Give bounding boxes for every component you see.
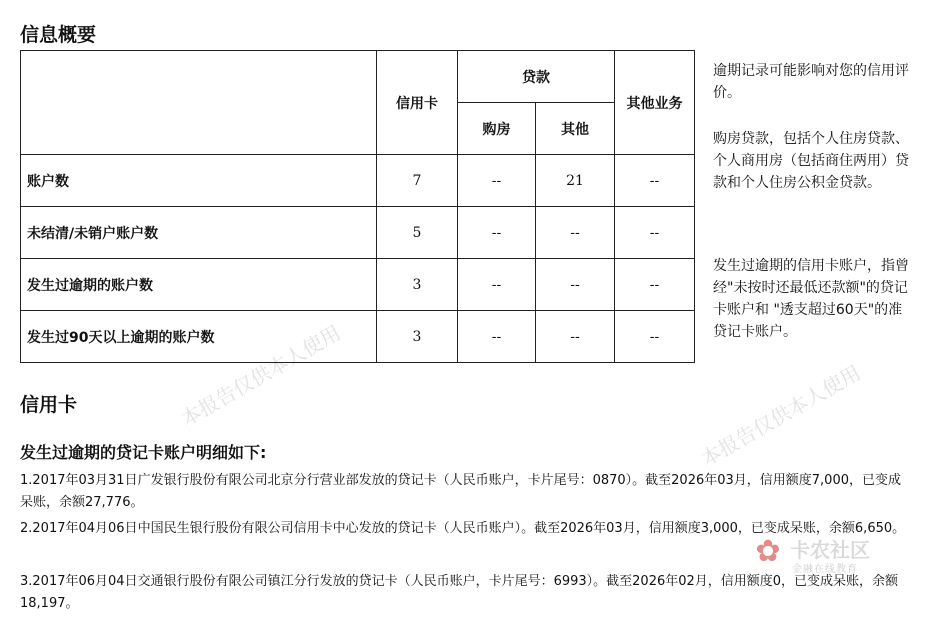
header-loan: 贷款 <box>458 51 615 103</box>
logo-title: 卡农社区 <box>790 538 870 562</box>
cell-business: -- <box>615 207 695 259</box>
table-corner-cell <box>21 51 377 155</box>
cell-credit: 7 <box>377 155 458 207</box>
cell-credit: 3 <box>377 259 458 311</box>
cell-mortgage: -- <box>458 311 536 363</box>
header-credit-card: 信用卡 <box>377 51 458 155</box>
side-note: 发生过逾期的信用卡账户，指曾经"未按时还最低还款额"的贷记卡账户和 "透支超过60天"的准贷记卡账户。 <box>713 258 909 340</box>
watermark-text: 本报告仅供本人使用 <box>176 320 345 432</box>
side-note: 逾期记录可能影响对您的信用评价。 <box>713 63 909 101</box>
cell-credit: 5 <box>377 207 458 259</box>
summary-table <box>20 50 695 363</box>
side-note: 购房贷款，包括个人住房贷款、个人商用房（包括商住两用）贷款和个人住房公积金贷款。 <box>713 131 909 191</box>
cell-other: -- <box>536 207 615 259</box>
cell-mortgage: -- <box>458 259 536 311</box>
cell-credit: 3 <box>377 311 458 363</box>
header-other-business: 其他业务 <box>615 51 695 155</box>
header-other: 其他 <box>536 103 615 155</box>
overdue-item: 3.2017年06月04日交通银行股份有限公司镇江分行发放的贷记卡（人民币账户，卡片尾号：6993）。截至2026年02月，信用额度0，已变成呆账，余额18,197。 <box>20 574 899 611</box>
kanong-logo <box>750 534 890 576</box>
overdue-subtitle: 发生过逾期的贷记卡账户明细如下: <box>20 443 267 462</box>
cell-business: -- <box>615 311 695 363</box>
table-row <box>21 207 695 259</box>
row-label: 发生过90天以上逾期的账户数 <box>21 311 377 363</box>
table-row <box>21 155 695 207</box>
overdue-item: 2.2017年04月06日中国民生银行股份有限公司信用卡中心发放的贷记卡（人民币账户）。截至2026年03月，信用额度3,000，已变成呆账，余额6,650。 <box>20 521 906 536</box>
watermark-text: 本报告仅供本人使用 <box>696 360 865 472</box>
header-mortgage: 购房 <box>458 103 536 155</box>
overdue-item: 1.2017年03月31日广发银行股份有限公司北京分行营业部发放的贷记卡（人民币账户，卡片尾号：0870）。截至2026年03月，信用额度7,000，已变成呆账，余额27,776。 <box>20 473 901 510</box>
row-label: 发生过逾期的账户数 <box>21 259 377 311</box>
section-title-summary: 信息概要 <box>20 24 97 46</box>
logo-subtitle: 金融在线教育 <box>792 564 858 575</box>
cell-other: 21 <box>536 155 615 207</box>
table-row <box>21 311 695 363</box>
row-label: 账户数 <box>21 155 377 207</box>
row-label: 未结清/未销户账户数 <box>21 207 377 259</box>
cell-business: -- <box>615 155 695 207</box>
section-title-credit: 信用卡 <box>20 394 78 416</box>
cell-mortgage: -- <box>458 207 536 259</box>
logo-flower-icon: ✿ <box>755 534 781 569</box>
cell-other: -- <box>536 311 615 363</box>
cell-mortgage: -- <box>458 155 536 207</box>
cell-other: -- <box>536 259 615 311</box>
table-row <box>21 259 695 311</box>
cell-business: -- <box>615 259 695 311</box>
